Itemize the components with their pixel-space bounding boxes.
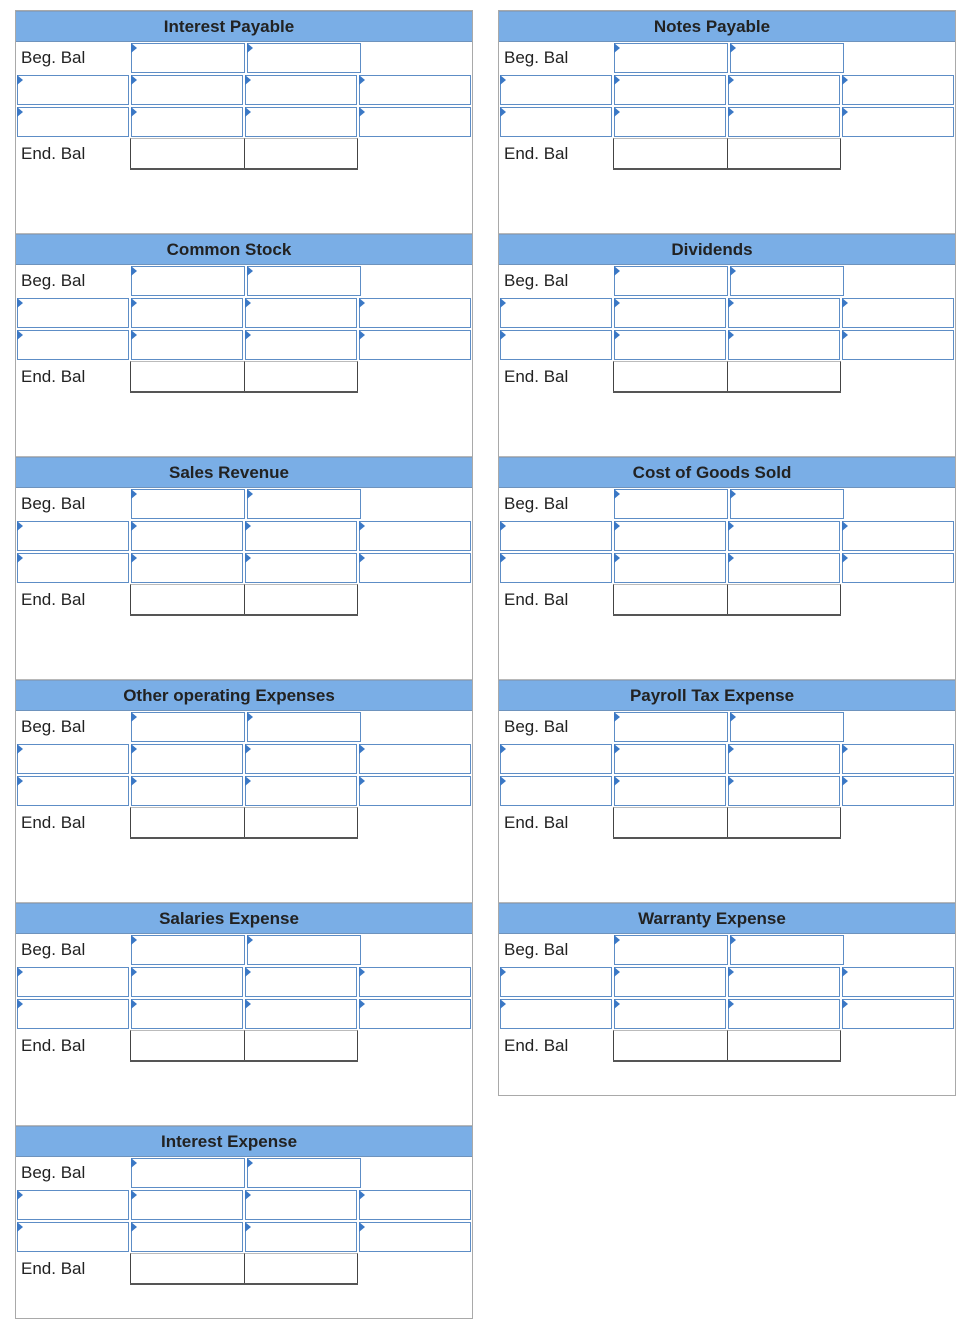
account-spacer [16, 1095, 472, 1126]
entry-description-input[interactable] [17, 330, 129, 360]
ending-balance-totals [613, 361, 841, 393]
ending-balance-debit-total [613, 361, 727, 391]
beginning-balance-label: Beg. Bal [504, 494, 569, 513]
beginning-balance-credit-input[interactable] [730, 489, 844, 519]
entry-extra-input[interactable] [359, 744, 471, 774]
entry-row [16, 998, 472, 1030]
ending-balance-credit-total [244, 807, 358, 837]
ending-balance-label: End. Bal [21, 144, 86, 163]
beginning-balance-credit-input[interactable] [730, 43, 844, 73]
ending-balance-debit-total [613, 584, 727, 614]
entry-debit-input[interactable] [131, 75, 243, 105]
entry-credit-input[interactable] [728, 776, 840, 806]
ending-balance-totals [130, 584, 358, 616]
entry-extra-input[interactable] [359, 553, 471, 583]
entry-credit-input[interactable] [245, 553, 357, 583]
ending-balance-debit-total [130, 584, 244, 614]
entry-debit-input[interactable] [131, 553, 243, 583]
beginning-balance-label: Beg. Bal [21, 940, 86, 959]
entry-description-input[interactable] [500, 330, 612, 360]
account-header [16, 1126, 472, 1157]
entry-extra-input[interactable] [359, 330, 471, 360]
ending-balance-row [16, 807, 472, 839]
entry-debit-input[interactable] [614, 298, 726, 328]
beginning-balance-debit-input[interactable] [614, 712, 728, 742]
ending-balance-credit-total [244, 138, 358, 168]
beginning-balance-credit-input[interactable] [247, 43, 361, 73]
ending-balance-debit-total [613, 807, 727, 837]
entry-credit-input[interactable] [728, 553, 840, 583]
account-title: Common Stock [166, 239, 292, 259]
beginning-balance-credit-input[interactable] [247, 712, 361, 742]
beginning-balance-row [499, 42, 955, 74]
ending-balance-debit-total [130, 138, 244, 168]
ending-balance-row [16, 361, 472, 393]
ending-balance-debit-total [130, 361, 244, 391]
entry-credit-input[interactable] [245, 1190, 357, 1220]
entry-description-input[interactable] [500, 107, 612, 137]
beginning-balance-credit-input[interactable] [247, 266, 361, 296]
entry-row [16, 106, 472, 138]
entry-debit-input[interactable] [614, 744, 726, 774]
ending-balance-credit-total [244, 361, 358, 391]
entry-description-input[interactable] [17, 553, 129, 583]
entry-row [16, 743, 472, 775]
account-spacer [16, 203, 472, 234]
t-account-interest-expense [16, 1126, 472, 1318]
entry-extra-input[interactable] [842, 967, 954, 997]
account-title: Interest Expense [160, 1131, 298, 1151]
entry-description-input[interactable] [17, 75, 129, 105]
entry-credit-input[interactable] [245, 999, 357, 1029]
entry-debit-input[interactable] [131, 330, 243, 360]
left-ledger-column [15, 10, 473, 1319]
entry-credit-input[interactable] [245, 776, 357, 806]
entry-credit-input[interactable] [728, 967, 840, 997]
ending-balance-label: End. Bal [21, 1259, 86, 1278]
ending-balance-debit-total [613, 1030, 727, 1060]
entry-credit-input[interactable] [728, 298, 840, 328]
entry-extra-input[interactable] [842, 521, 954, 551]
beginning-balance-row [16, 711, 472, 743]
beginning-balance-credit-input[interactable] [730, 266, 844, 296]
beginning-balance-row [16, 488, 472, 520]
account-title: Sales Revenue [168, 462, 289, 482]
ending-balance-totals [613, 1030, 841, 1062]
entry-description-input[interactable] [17, 298, 129, 328]
entry-credit-input[interactable] [245, 107, 357, 137]
account-header [499, 457, 955, 488]
t-account-notes-payable [499, 11, 955, 203]
entry-row [499, 74, 955, 106]
entry-extra-input[interactable] [359, 75, 471, 105]
entry-extra-input[interactable] [359, 298, 471, 328]
entry-row [499, 552, 955, 584]
entry-extra-input[interactable] [842, 999, 954, 1029]
account-header [16, 903, 472, 934]
t-account-salaries-expense [16, 903, 472, 1095]
entry-description-input[interactable] [500, 298, 612, 328]
entry-credit-input[interactable] [245, 1222, 357, 1252]
entry-debit-input[interactable] [131, 298, 243, 328]
entry-description-input[interactable] [500, 553, 612, 583]
account-title: Cost of Goods Sold [632, 462, 792, 482]
entry-description-input[interactable] [17, 107, 129, 137]
ending-balance-totals [130, 361, 358, 393]
t-account-common-stock [16, 234, 472, 426]
entry-row [16, 1221, 472, 1253]
ending-balance-row [16, 1253, 472, 1285]
entry-extra-input[interactable] [359, 107, 471, 137]
beginning-balance-credit-input[interactable] [730, 935, 844, 965]
beginning-balance-row [499, 934, 955, 966]
t-account-cost-of-goods-sold [499, 457, 955, 649]
entry-debit-input[interactable] [614, 107, 726, 137]
beginning-balance-debit-input[interactable] [131, 935, 245, 965]
ending-balance-debit-total [130, 1253, 244, 1283]
entry-credit-input[interactable] [728, 999, 840, 1029]
account-header [16, 457, 472, 488]
beginning-balance-label: Beg. Bal [21, 271, 86, 290]
account-header [499, 234, 955, 265]
beginning-balance-debit-input[interactable] [614, 266, 728, 296]
entry-credit-input[interactable] [245, 744, 357, 774]
ending-balance-label: End. Bal [21, 367, 86, 386]
entry-row [16, 329, 472, 361]
account-spacer [499, 872, 955, 903]
beginning-balance-credit-input[interactable] [247, 1158, 361, 1188]
ending-balance-label: End. Bal [504, 590, 569, 609]
t-account-payroll-tax-expense [499, 680, 955, 872]
account-title: Interest Payable [163, 16, 295, 36]
entry-credit-input[interactable] [245, 298, 357, 328]
beginning-balance-row [499, 711, 955, 743]
entry-credit-input[interactable] [245, 330, 357, 360]
entry-description-input[interactable] [17, 1190, 129, 1220]
ending-balance-debit-total [613, 138, 727, 168]
beginning-balance-row [16, 934, 472, 966]
ending-balance-totals [613, 584, 841, 616]
account-header [499, 680, 955, 711]
beginning-balance-label: Beg. Bal [504, 717, 569, 736]
entry-description-input[interactable] [17, 999, 129, 1029]
entry-debit-input[interactable] [614, 553, 726, 583]
entry-description-input[interactable] [500, 776, 612, 806]
ending-balance-row [499, 361, 955, 393]
ending-balance-row [16, 1030, 472, 1062]
beginning-balance-row [499, 265, 955, 297]
ending-balance-label: End. Bal [21, 1036, 86, 1055]
beginning-balance-credit-input[interactable] [247, 489, 361, 519]
beginning-balance-label: Beg. Bal [21, 717, 86, 736]
account-spacer [499, 649, 955, 680]
ending-balance-credit-total [244, 1030, 358, 1060]
entry-extra-input[interactable] [842, 107, 954, 137]
ending-balance-totals [130, 807, 358, 839]
ending-balance-row [499, 1030, 955, 1062]
entry-debit-input[interactable] [131, 744, 243, 774]
entry-row [499, 998, 955, 1030]
beginning-balance-debit-input[interactable] [614, 489, 728, 519]
beginning-balance-debit-input[interactable] [131, 712, 245, 742]
ending-balance-totals [130, 1030, 358, 1062]
entry-extra-input[interactable] [359, 776, 471, 806]
t-account-warranty-expense [499, 903, 955, 1095]
ending-balance-row [16, 584, 472, 616]
t-account-sales-revenue [16, 457, 472, 649]
account-title: Other operating Expenses [123, 685, 335, 705]
account-header [16, 234, 472, 265]
right-ledger-column [498, 10, 956, 1096]
entry-extra-input[interactable] [842, 553, 954, 583]
ending-balance-totals [613, 138, 841, 170]
beginning-balance-debit-input[interactable] [131, 43, 245, 73]
beginning-balance-debit-input[interactable] [131, 1158, 245, 1188]
entry-debit-input[interactable] [131, 521, 243, 551]
entry-debit-input[interactable] [131, 1222, 243, 1252]
entry-credit-input[interactable] [728, 107, 840, 137]
beginning-balance-row [16, 265, 472, 297]
ending-balance-label: End. Bal [504, 367, 569, 386]
entry-row [16, 297, 472, 329]
entry-debit-input[interactable] [131, 999, 243, 1029]
beginning-balance-debit-input[interactable] [614, 935, 728, 965]
account-spacer [16, 426, 472, 457]
entry-credit-input[interactable] [728, 75, 840, 105]
beginning-balance-row [16, 1157, 472, 1189]
entry-row [16, 520, 472, 552]
beginning-balance-label: Beg. Bal [504, 48, 569, 67]
entry-extra-input[interactable] [842, 776, 954, 806]
beginning-balance-label: Beg. Bal [21, 1163, 86, 1182]
entry-row [16, 552, 472, 584]
entry-extra-input[interactable] [842, 744, 954, 774]
entry-description-input[interactable] [500, 521, 612, 551]
account-title: Dividends [671, 239, 753, 259]
entry-row [499, 966, 955, 998]
entry-description-input[interactable] [17, 967, 129, 997]
entry-row [499, 775, 955, 807]
entry-extra-input[interactable] [842, 75, 954, 105]
beginning-balance-credit-input[interactable] [247, 935, 361, 965]
beginning-balance-debit-input[interactable] [131, 266, 245, 296]
entry-extra-input[interactable] [842, 330, 954, 360]
beginning-balance-debit-input[interactable] [614, 43, 728, 73]
beginning-balance-debit-input[interactable] [131, 489, 245, 519]
entry-debit-input[interactable] [131, 776, 243, 806]
account-spacer [499, 203, 955, 234]
entry-row [16, 1189, 472, 1221]
entry-credit-input[interactable] [245, 521, 357, 551]
beginning-balance-label: Beg. Bal [504, 940, 569, 959]
entry-debit-input[interactable] [614, 330, 726, 360]
entry-description-input[interactable] [17, 776, 129, 806]
entry-extra-input[interactable] [359, 1222, 471, 1252]
entry-row [499, 329, 955, 361]
ending-balance-row [499, 807, 955, 839]
ending-balance-label: End. Bal [21, 590, 86, 609]
t-account-dividends [499, 234, 955, 426]
entry-credit-input[interactable] [728, 330, 840, 360]
entry-row [499, 743, 955, 775]
ending-balance-credit-total [244, 1253, 358, 1283]
account-title: Salaries Expense [159, 908, 299, 928]
entry-row [16, 966, 472, 998]
account-header [16, 11, 472, 42]
beginning-balance-row [499, 488, 955, 520]
ending-balance-row [499, 138, 955, 170]
ending-balance-credit-total [727, 807, 841, 837]
ending-balance-label: End. Bal [504, 813, 569, 832]
ending-balance-credit-total [727, 138, 841, 168]
entry-debit-input[interactable] [131, 1190, 243, 1220]
entry-description-input[interactable] [17, 744, 129, 774]
beginning-balance-credit-input[interactable] [730, 712, 844, 742]
ending-balance-credit-total [727, 361, 841, 391]
ending-balance-row [499, 584, 955, 616]
account-title: Warranty Expense [638, 908, 786, 928]
ending-balance-row [16, 138, 472, 170]
entry-description-input[interactable] [17, 521, 129, 551]
ending-balance-credit-total [727, 584, 841, 614]
entry-debit-input[interactable] [614, 521, 726, 551]
ending-balance-totals [130, 1253, 358, 1285]
ending-balance-totals [613, 807, 841, 839]
beginning-balance-row [16, 42, 472, 74]
entry-extra-input[interactable] [359, 1190, 471, 1220]
ending-balance-credit-total [727, 1030, 841, 1060]
entry-row [16, 775, 472, 807]
entry-description-input[interactable] [17, 1222, 129, 1252]
entry-extra-input[interactable] [842, 298, 954, 328]
account-header [499, 903, 955, 934]
entry-row [16, 74, 472, 106]
account-spacer [16, 649, 472, 680]
entry-credit-input[interactable] [728, 744, 840, 774]
account-spacer [16, 872, 472, 903]
account-spacer [499, 426, 955, 457]
ending-balance-debit-total [130, 1030, 244, 1060]
beginning-balance-label: Beg. Bal [21, 494, 86, 513]
ending-balance-label: End. Bal [504, 144, 569, 163]
entry-row [499, 520, 955, 552]
ending-balance-label: End. Bal [504, 1036, 569, 1055]
entry-debit-input[interactable] [131, 107, 243, 137]
entry-description-input[interactable] [500, 744, 612, 774]
entry-credit-input[interactable] [728, 521, 840, 551]
entry-debit-input[interactable] [131, 967, 243, 997]
ending-balance-debit-total [130, 807, 244, 837]
t-account-interest-payable [16, 11, 472, 203]
t-account-other-operating-expenses [16, 680, 472, 872]
ending-balance-label: End. Bal [21, 813, 86, 832]
account-header [16, 680, 472, 711]
entry-extra-input[interactable] [359, 521, 471, 551]
entry-debit-input[interactable] [614, 776, 726, 806]
entry-credit-input[interactable] [245, 75, 357, 105]
entry-credit-input[interactable] [245, 967, 357, 997]
entry-debit-input[interactable] [614, 967, 726, 997]
account-title: Payroll Tax Expense [629, 685, 795, 705]
entry-description-input[interactable] [500, 999, 612, 1029]
entry-description-input[interactable] [500, 967, 612, 997]
ending-balance-totals [130, 138, 358, 170]
beginning-balance-label: Beg. Bal [21, 48, 86, 67]
account-title: Notes Payable [653, 16, 771, 36]
entry-debit-input[interactable] [614, 75, 726, 105]
entry-extra-input[interactable] [359, 999, 471, 1029]
account-header [499, 11, 955, 42]
beginning-balance-label: Beg. Bal [504, 271, 569, 290]
entry-extra-input[interactable] [359, 967, 471, 997]
entry-row [499, 106, 955, 138]
entry-debit-input[interactable] [614, 999, 726, 1029]
entry-row [499, 297, 955, 329]
ending-balance-credit-total [244, 584, 358, 614]
entry-description-input[interactable] [500, 75, 612, 105]
